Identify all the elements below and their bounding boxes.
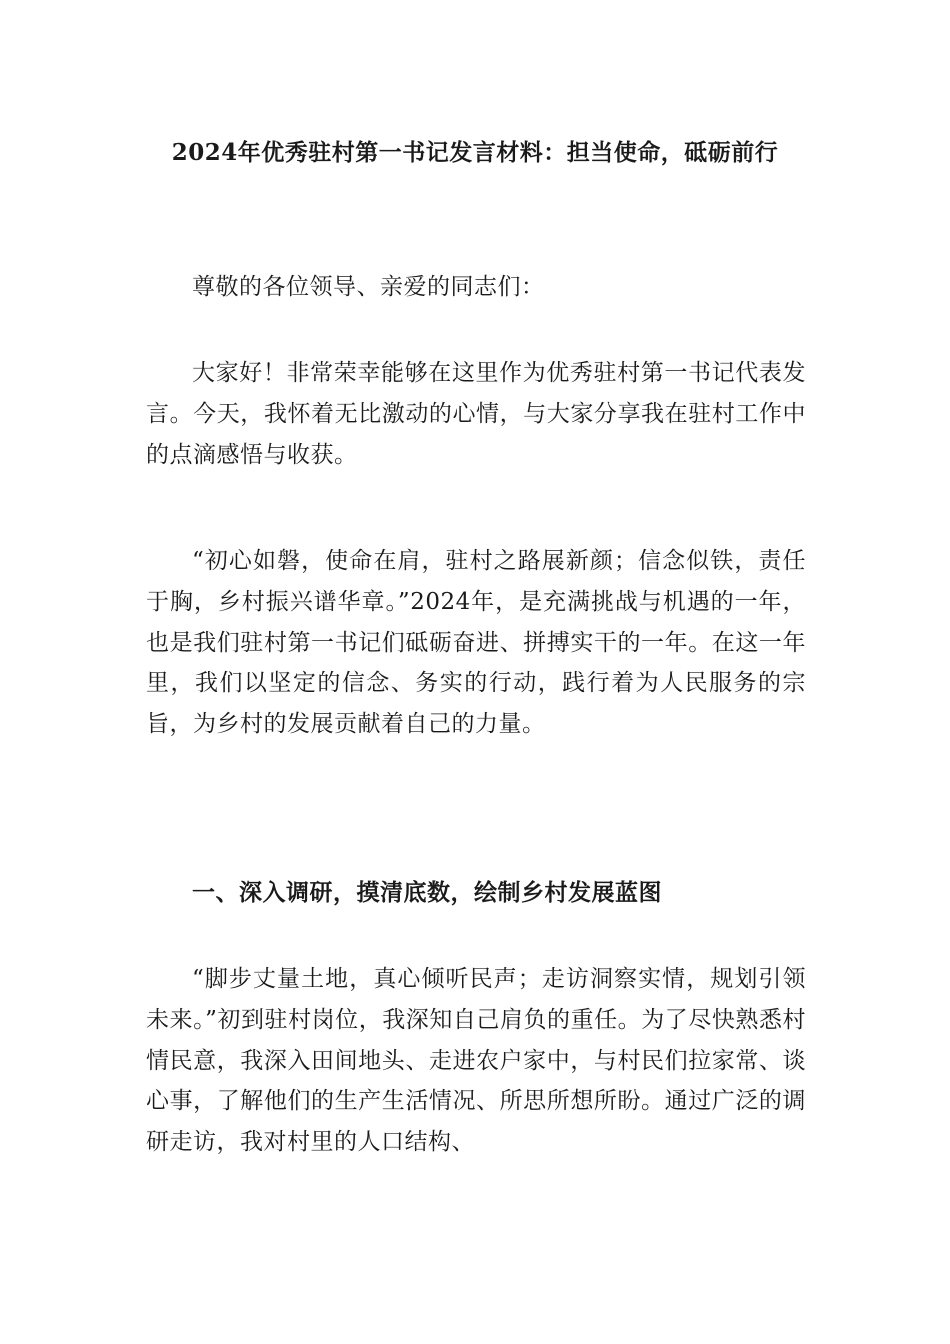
section-heading-1: 一、深入调研，摸清底数，绘制乡村发展蓝图 [192,879,662,906]
salutation: 尊敬的各位领导、亲爱的同志们： [192,274,545,300]
paragraph-introduction: “初心如磐，使命在肩，驻村之路展新颜；信念似铁，责任于胸，乡村振兴谱华章。”2024年，是充满挑战与机遇的一年，也是我们驻村第一书记们砥砺奋进、拼搏实干的一年。在这一年里，我们以坚定的信念、务实的行动，践行着为人民服务的宗旨，为乡村的发展贡献着自己的力量。 [146,548,806,738]
document-title: 2024年优秀驻村第一书记发言材料：担当使命，砥砺前行 [171,139,779,166]
paragraph-research: “脚步丈量土地，真心倾听民声；走访洞察实情，规划引领未来。”初到驻村岗位，我深知自己肩负的重任。为了尽快熟悉村情民意，我深入田间地头、走进农户家中，与村民们拉家常、谈心事，了解他们的生产生活情况、所思所想所盼。通过广泛的调研走访，我对村里的人口结构、 [146,966,806,1156]
paragraph-greeting: 大家好！非常荣幸能够在这里作为优秀驻村第一书记代表发言。今天，我怀着无比激动的心情，与大家分享我在驻村工作中的点滴感悟与收获。 [146,360,806,468]
